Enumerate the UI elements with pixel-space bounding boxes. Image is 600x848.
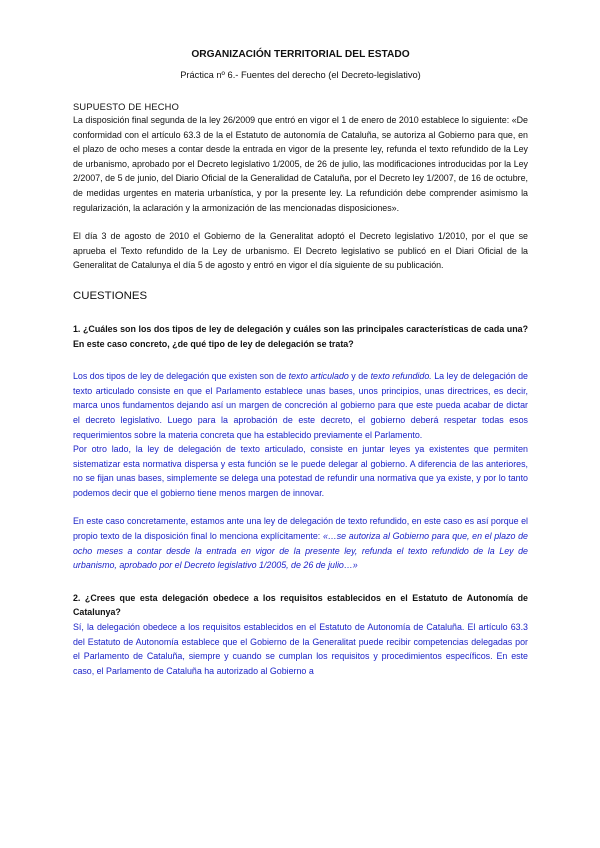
answer-1-paragraph-1 bbox=[73, 369, 528, 442]
question-2 bbox=[73, 591, 528, 620]
document-subtitle: Práctica nº 6.- Fuentes del derecho (el Decreto-legislativo) bbox=[180, 70, 421, 80]
answer-1-em-texto-refundido: texto refundido. bbox=[370, 371, 432, 382]
supuesto-heading: SUPUESTO DE HECHO bbox=[73, 102, 180, 112]
answer-1-text-start: Los dos tipos de ley de delegación que existen son de bbox=[73, 371, 289, 382]
question-1-text: ¿Cuáles son los dos tipos de ley de delegación y cuáles son las principales características de cada una? En este caso concreto, ¿de qué tipo de ley de delegación se trata? bbox=[73, 323, 528, 349]
answer-1-em-texto-articulado: texto articulado bbox=[288, 371, 349, 382]
answer-1-p3-quote: «…se autoriza al Gobierno para que, en el plazo de ocho meses a contar desde la entrada en vigor de la presente ley, refunda el texto refundido de la Ley de urbanismo, aprobado por el Decreto legislativo 1/2005, de 26 de julio…» bbox=[73, 531, 528, 571]
answer-1-text-mid: y de bbox=[348, 371, 371, 382]
answer-1-text-end: La ley de delegación de texto articulado consiste en que el Parlamento establece unas bases, unos principios, unas directrices, es decir, marca unos fundamentos dejando así un margen de concreción al gobierno para que este pueda acabar de dictar el decreto legislativo. Luego para la aprobación de este decreto, el gobierno deberá respetar todas esos requerimientos sobre la materia concreta que ha establecido previamente el Parlamento. bbox=[73, 371, 528, 440]
supuesto-paragraph-1: La disposición final segunda de la ley 26/2009 que entró en vigor el 1 de enero de 2010 establece lo siguiente: «De conformidad con el artículo 63.3 de la el Estatuto de autonomía de Cataluña, se autoriza al Gobierno para que, en el plazo de ocho meses a contar desde la entrada en vigor de la presente ley, refunda el texto refundido de la Ley de urbanismo, aprobado por el Decreto legislativo 1/2005, de 26 de julio, las modificaciones introducidas por la Ley 2/2007, de 5 de junio, del Diario Oficial de la Generalidad de Cataluña, por el Decreto ley 1/2007, de 16 de octubre, de medidas urgentes en materia urbanística, y por la presente ley. La refundición debe comprender asimismo la regularización, la aclaración y la armonización de las mencionadas disposiciones». bbox=[73, 115, 528, 213]
question-2-number: 2. bbox=[73, 592, 81, 603]
document-title: ORGANIZACIÓN TERRITORIAL DEL ESTADO bbox=[191, 49, 410, 60]
answer-1-paragraph-2: Por otro lado, la ley de delegación de texto articulado, consiste en juntar leyes ya existentes que permiten sistematizar esta normativa dispersa y esta función se le puede delegar al gobierno. A diferencia de las anteriores, no se fijan unas bases, simplemente se delega una potestad de refundir una normativa que ya existe, y por lo tanto podemos decir que el gobierno tiene menos margen de innovar. bbox=[73, 444, 528, 498]
question-2-text: ¿Crees que esta delegación obedece a los requisitos establecidos en el Estatuto de Autonomía de Catalunya? bbox=[73, 592, 528, 618]
question-1-number: 1. bbox=[73, 323, 81, 334]
supuesto-paragraph-2: El día 3 de agosto de 2010 el Gobierno de la Generalitat adoptó el Decreto legislativo 1/2010, por el que se aprueba el Texto refundido de la Ley de urbanismo. El Decreto legislativo se publicó en el Diari Oficial de la Generalitat de Catalunya el día 5 de agosto y entró en vigor el día siguiente de su publicación. bbox=[73, 231, 528, 271]
question-1 bbox=[73, 322, 528, 351]
answer-1-paragraph-3 bbox=[73, 514, 528, 572]
cuestiones-heading: CUESTIONES bbox=[73, 289, 148, 302]
answer-2-paragraph-1: Sí, la delegación obedece a los requisitos establecidos en el Estatuto de Autonomía de Cataluña. El artículo 63.3 del Estatuto de Autonomía establece que el Gobierno de la Generalitat puede recibir competencias delegadas por el Parlamento de Cataluña, siempre y cuando se cumplan los requisitos y procedimientos específicos. En este caso, el Parlamento de Cataluña ha autorizado al Gobierno a bbox=[73, 622, 528, 676]
answer-1-p3-text: En este caso concretamente, estamos ante una ley de delegación de texto refundido, en este caso es así porque el propio texto de la disposición final lo menciona explícitamente: bbox=[73, 516, 528, 542]
